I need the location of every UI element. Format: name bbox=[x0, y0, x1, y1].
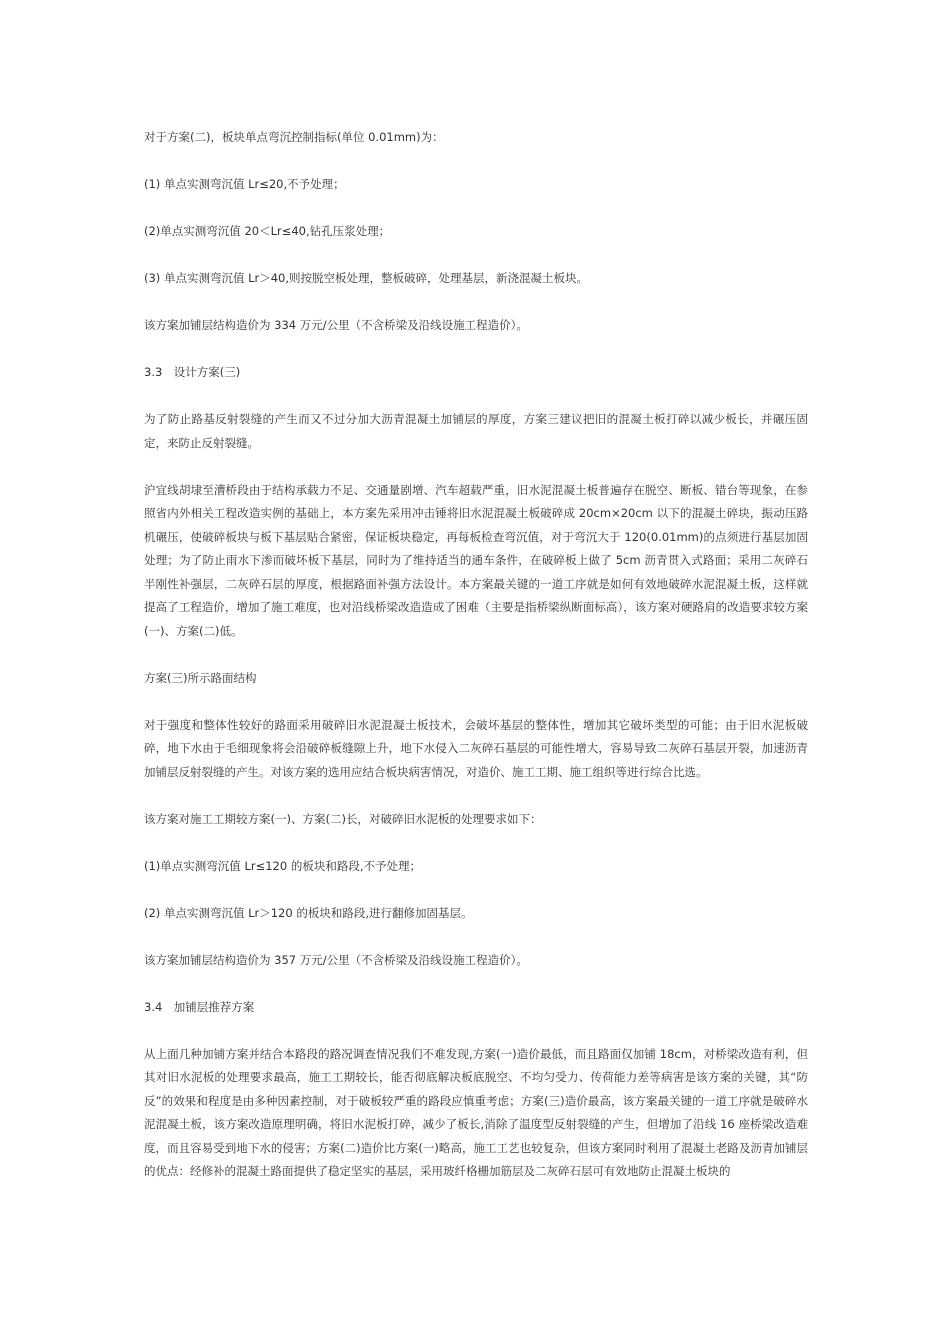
paragraph-scheme2-cost: 该方案加铺层结构造价为 334 万元/公里（不含桥梁及沿线设施工程造价）。 bbox=[144, 318, 528, 332]
paragraph-scheme3-requirements: 该方案对施工工期较方案(一)、方案(二)长，对破碎旧水泥板的处理要求如下： bbox=[144, 811, 542, 826]
list-item-scheme2-2: (2)单点实测弯沉值 20＜Lr≤40,钻孔压浆处理； bbox=[144, 224, 391, 238]
list-item-scheme3-2: (2) 单点实测弯沉值 Lr＞120 的板块和路段,进行翻修加固基层。 bbox=[144, 905, 473, 920]
caption-scheme3-structure: 方案(三)所示路面结构 bbox=[144, 670, 257, 685]
list-item-scheme2-1: (1) 单点实测弯沉值 Lr≤20,不予处理； bbox=[144, 177, 345, 191]
paragraph-scheme3-intro: 为了防止路基反射裂缝的产生而又不过分加大沥青混凝土加铺层的厚度，方案三建议把旧的混凝土板打碎以减少板长，并碾压固定，来防止反射裂缝。 bbox=[144, 412, 808, 450]
paragraph-scheme2-criteria: 对于方案(二)，板块单点弯沉控制指标(单位 0.01mm)为： bbox=[144, 130, 444, 144]
list-item-scheme3-1: (1)单点实测弯沉值 Lr≤120 的板块和路段,不予处理； bbox=[144, 858, 421, 873]
section-heading-3-4: 3.4 加铺层推荐方案 bbox=[144, 999, 255, 1014]
paragraph-scheme3-cost: 该方案加铺层结构造价为 357 万元/公里（不含桥梁及沿线设施工程造价）。 bbox=[144, 952, 528, 967]
paragraph-scheme3-detail: 沪宜线胡埭至漕桥段由于结构承载力不足、交通量剧增、汽车超载严重，旧水泥混凝土板普遍存在脱空、断板、错台等现象，在参照省内外相关工程改造实例的基础上，本方案先采用冲击锤将旧水泥混凝土板破碎成 20cm×20cm 以下的混凝土碎块，振动压路机碾压，使破碎板块与板下基层贴合紧密，保证板块稳定，再每板检查弯沉值，对于弯沉大于 120(0.01mm)的点须进行基层加固处理；为了防止雨水下渗而破坏板下基层，同时为了维持适当的通车条件，在破碎板上做了 5cm 沥青贯入式路面；采用二灰碎石半刚性补强层，二灰碎石层的厚度，根据路面补强方法设计。本方案最关键的一道工序就是如何有效地破碎水泥混凝土板，这样就提高了工程造价，增加了施工难度，也对沿线桥梁改造造成了困难（主要是指桥梁纵断面标高），该方案对硬路肩的改造要求较方案(一)、方案(二)低。 bbox=[144, 482, 808, 638]
section-heading-3-3: 3.3 设计方案(三) bbox=[144, 365, 241, 379]
document-body bbox=[144, 126, 808, 1207]
paragraph-recommendation: 从上面几种加铺方案并结合本路段的路况调查情况我们不难发现,方案(一)造价最低，而且路面仅加铺 18cm，对桥梁改造有利，但其对旧水泥板的处理要求最高，施工工期较长，能否彻底解决板底脱空、不均匀受力、传荷能力差等病害是该方案的关键，其“防反”的效果和程度是由多种因素控制，对于破板较严重的路段应慎重考虑；方案(三)造价最高，该方案最关键的一道工序就是破碎水泥混凝土板，该方案改造原理明确，将旧水泥板打碎，减少了板长,消除了温度型反射裂缝的产生，但增加了沿线 16 座桥梁改造难度，而且容易受到地下水的侵害；方案(二)造价比方案(一)略高，施工工艺也较复杂，但该方案同时利用了混凝土老路及沥青加铺层的优点：经修补的混凝土路面提供了稳定坚实的基层，采用玻纤格栅加筋层及二灰碎石层可有效地防止混凝土板块的 bbox=[144, 1046, 808, 1178]
list-item-scheme2-3: (3) 单点实测弯沉值 Lr＞40,则按脱空板处理，整板破碎，处理基层，新浇混凝土板块。 bbox=[144, 271, 589, 285]
paragraph-scheme3-analysis: 对于强度和整体性较好的路面采用破碎旧水泥混凝土板技术，会破坏基层的整体性，增加其它破坏类型的可能；由于旧水泥板破碎，地下水由于毛细现象将会沿破碎板缝隙上升，地下水侵入二灰碎石基层的可能性增大，容易导致二灰碎石基层开裂，加速沥青加铺层反射裂缝的产生。对该方案的选用应结合板块病害情况，对造价、施工工期、施工组织等进行综合比选。 bbox=[144, 717, 808, 779]
